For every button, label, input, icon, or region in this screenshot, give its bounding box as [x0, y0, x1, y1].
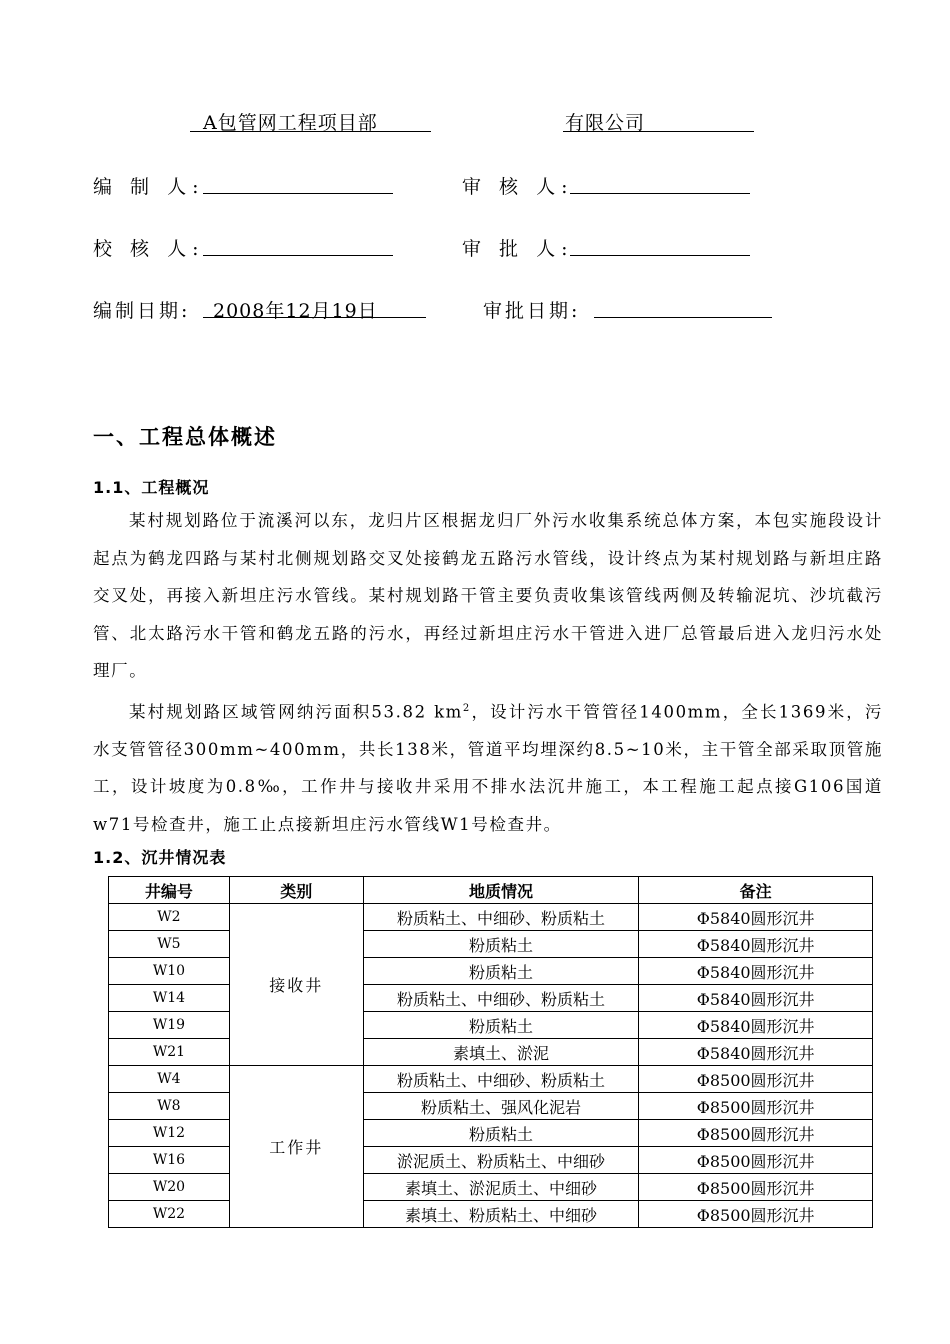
project-dept-name: A包管网工程项目部	[203, 112, 378, 134]
approve-date-label: 审批日期:	[483, 300, 581, 322]
well-note: Φ5840圆形沉井	[639, 1039, 873, 1066]
compiler-label: 编 制 人:	[93, 176, 205, 198]
well-note: Φ8500圆形沉井	[639, 1147, 873, 1174]
well-id: W4	[109, 1066, 230, 1093]
reviewer-blank	[570, 193, 750, 194]
well-geology: 粉质粘土、中细砂、粉质粘土	[363, 1066, 639, 1093]
subsection-1-2-title: 1.2、沉井情况表	[93, 848, 227, 867]
well-id: W16	[109, 1147, 230, 1174]
well-note: Φ8500圆形沉井	[639, 1093, 873, 1120]
well-geology: 粉质粘土、中细砂、粉质粘土	[363, 985, 639, 1012]
overview-paragraph-2: 某村规划路区域管网纳污面积53.82 $km^2$，设计污水干管管径1400mm，全长1369米，污水支管管径300mm~400mm，共长138米，管道平均埋深约8.5~10米，主干管全部采取顶管施工，设计坡度为0.8‰，工作井与接收井采用不排水法沉井施工，本工程施工起点接G106国道w71号检查井，施工止点接新坦庄污水管线W1号检查井。	[93, 702, 883, 834]
well-note: Φ5840圆形沉井	[639, 1012, 873, 1039]
well-id: W20	[109, 1174, 230, 1201]
reviewer-label: 审 核 人:	[462, 176, 574, 198]
well-note: Φ8500圆形沉井	[639, 1174, 873, 1201]
well-id: W14	[109, 985, 230, 1012]
subsection-1-1-title: 1.1、工程概况	[93, 478, 210, 497]
well-id: W8	[109, 1093, 230, 1120]
well-geology: 素填土、淤泥质土、中细砂	[363, 1174, 639, 1201]
well-geology: 粉质粘土	[363, 958, 639, 985]
well-geology: 粉质粘土	[363, 931, 639, 958]
overview-text	[93, 502, 883, 843]
table-row	[109, 1039, 873, 1066]
well-geology: 素填土、淤泥	[363, 1039, 639, 1066]
well-geology: 素填土、粉质粘土、中细砂	[363, 1201, 639, 1228]
compiler-blank	[203, 193, 393, 194]
project-dept-underline	[190, 131, 431, 132]
col-header-geology: 地质情况	[363, 877, 639, 904]
well-category: 工作井	[229, 1066, 363, 1228]
well-note: Φ5840圆形沉井	[639, 958, 873, 985]
table-row	[109, 1147, 873, 1174]
well-id: W5	[109, 931, 230, 958]
compile-date-underline	[203, 317, 426, 318]
table-header-row	[109, 877, 873, 904]
section-title: 一、工程总体概述	[93, 425, 277, 449]
well-id: W21	[109, 1039, 230, 1066]
table-row	[109, 1093, 873, 1120]
well-category: 接收井	[229, 904, 363, 1066]
well-id: W2	[109, 904, 230, 931]
table-row	[109, 1120, 873, 1147]
col-header-note: 备注	[639, 877, 873, 904]
well-table	[108, 876, 873, 1228]
checker-blank	[203, 255, 393, 256]
approve-date-blank	[594, 317, 772, 318]
approver-label: 审 批 人:	[462, 238, 574, 260]
well-geology: 粉质粘土	[363, 1120, 639, 1147]
well-id: W19	[109, 1012, 230, 1039]
table-row	[109, 1201, 873, 1228]
well-id: W10	[109, 958, 230, 985]
well-geology: 淤泥质土、粉质粘土、中细砂	[363, 1147, 639, 1174]
well-geology: 粉质粘土、中细砂、粉质粘土	[363, 904, 639, 931]
well-geology: 粉质粘土、强风化泥岩	[363, 1093, 639, 1120]
table-row	[109, 1174, 873, 1201]
company-name: 有限公司	[565, 112, 646, 134]
well-id: W22	[109, 1201, 230, 1228]
well-note: Φ5840圆形沉井	[639, 931, 873, 958]
checker-label: 校 核 人:	[93, 238, 205, 260]
well-note: Φ8500圆形沉井	[639, 1066, 873, 1093]
table-row	[109, 985, 873, 1012]
table-row	[109, 958, 873, 985]
table-row	[109, 1066, 873, 1093]
well-geology: 粉质粘土	[363, 1012, 639, 1039]
overview-paragraph-1: 某村规划路位于流溪河以东，龙归片区根据龙归厂外污水收集系统总体方案，本包实施段设计起点为鹤龙四路与某村北侧规划路交叉处接鹤龙五路污水管线，设计终点为某村规划路与新坦庄路交叉处，再接入新坦庄污水管线。某村规划路干管主要负责收集该管线两侧及转输泥坑、沙坑截污管、北太路污水干管和鹤龙五路的污水，再经过新坦庄污水干管进入进厂总管最后进入龙归污水处理厂。	[93, 511, 883, 680]
table-row	[109, 931, 873, 958]
col-header-id: 井编号	[109, 877, 230, 904]
table-row	[109, 1012, 873, 1039]
compile-date-label: 编制日期:	[93, 300, 191, 322]
well-note: Φ5840圆形沉井	[639, 904, 873, 931]
table-row	[109, 904, 873, 931]
compile-date-value: 2008年12月19日	[213, 300, 378, 322]
well-id: W12	[109, 1120, 230, 1147]
approver-blank	[570, 255, 750, 256]
well-note: Φ5840圆形沉井	[639, 985, 873, 1012]
company-underline	[563, 131, 754, 132]
well-note: Φ8500圆形沉井	[639, 1201, 873, 1228]
col-header-category: 类别	[229, 877, 363, 904]
well-note: Φ8500圆形沉井	[639, 1120, 873, 1147]
